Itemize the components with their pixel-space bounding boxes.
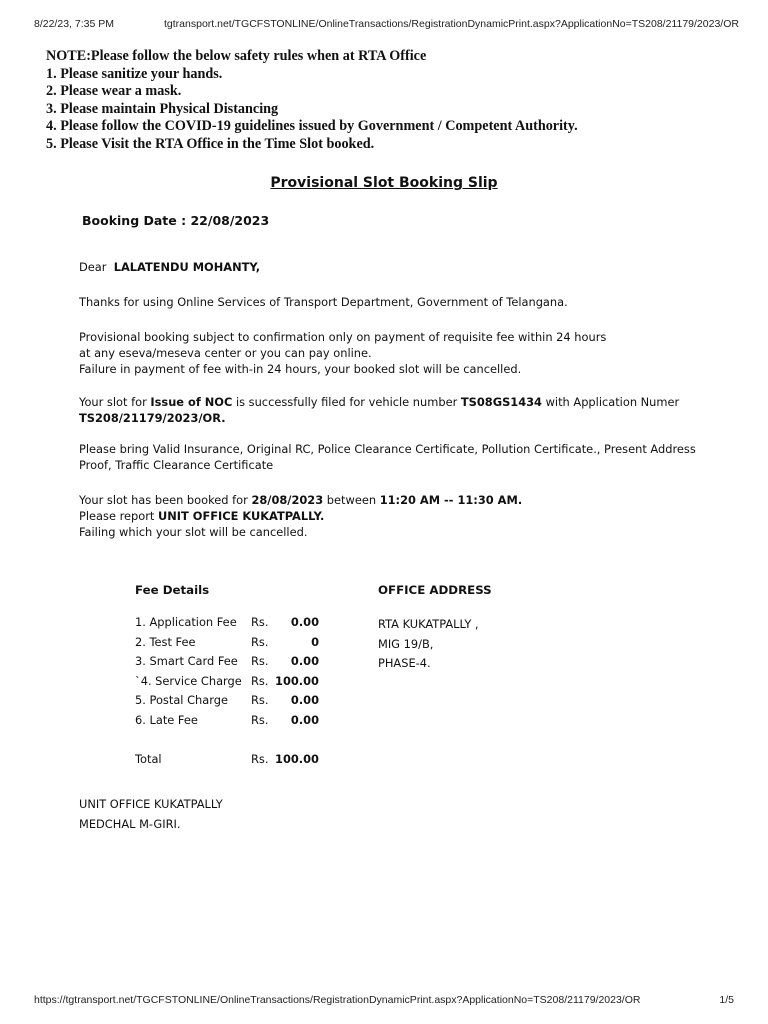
vehicle-number: TS08GS1434 <box>460 395 542 409</box>
fee-currency: Rs. <box>251 654 269 668</box>
booking-date-label: Booking Date : <box>82 213 187 228</box>
documents-line: Proof, Traffic Clearance Certificate <box>79 458 274 472</box>
fee-label: 5. Postal Charge <box>135 693 228 707</box>
report-office: UNIT OFFICE KUKATPALLY. <box>158 509 325 523</box>
note-item: 4. Please follow the COVID-19 guidelines issued by Government / Competent Authority. <box>46 118 578 135</box>
safety-note <box>46 48 578 154</box>
slot-text: is successfully filed for vehicle number <box>235 395 458 409</box>
total-amount: 100.00 <box>275 752 319 766</box>
provisional-note <box>79 329 606 377</box>
documents-note <box>79 441 696 473</box>
salutation <box>79 259 260 275</box>
print-datetime: 8/22/23, 7:35 PM <box>34 18 114 30</box>
address-line: RTA KUKATPALLY , <box>378 617 479 631</box>
applicant-name: LALATENDU MOHANTY, <box>113 260 261 274</box>
fee-amount: 0.00 <box>290 654 319 668</box>
signoff-district: MEDCHAL M-GIRI. <box>79 817 181 831</box>
documents-line: Please bring Valid Insurance, Original RC, Police Clearance Certificate, Pollution Certificate., Present Address <box>79 442 696 456</box>
fee-currency: Rs. <box>251 693 269 707</box>
note-heading: NOTE:Please follow the below safety rules when at RTA Office <box>46 48 427 64</box>
fee-amount: 0.00 <box>290 712 319 727</box>
booking-date-value: 22/08/2023 <box>190 213 270 228</box>
slip-title: Provisional Slot Booking Slip <box>270 175 498 191</box>
slot-date: 28/08/2023 <box>251 493 324 507</box>
fee-label: 3. Smart Card Fee <box>135 654 238 668</box>
fee-amount: 0.00 <box>290 615 319 629</box>
fee-currency: Rs. <box>251 634 269 649</box>
page-number: 1/5 <box>719 994 734 1006</box>
note-item: 5. Please Visit the RTA Office in the Time Slot booked. <box>46 135 375 152</box>
signoff <box>79 794 223 834</box>
fee-amount: 0.00 <box>290 693 319 707</box>
fee-currency: Rs. <box>251 712 269 727</box>
fee-details-heading: Fee Details <box>135 583 210 597</box>
thanks-text: Thanks for using Online Services of Transport Department, Government of Telangana. <box>79 295 568 309</box>
fee-total-row <box>135 752 319 766</box>
note-item: 1. Please sanitize your hands. <box>46 65 223 82</box>
address-line: PHASE-4. <box>378 656 431 670</box>
total-currency: Rs. <box>251 752 269 766</box>
print-url: tgtransport.net/TGCFSTONLINE/OnlineTransactions/RegistrationDynamicPrint.aspx?ApplicationNo=TS208/21179/2023/OR <box>164 18 739 30</box>
fee-currency: Rs. <box>251 673 269 688</box>
dear-text: Dear <box>79 260 107 274</box>
address-line: MIG 19/B, <box>378 636 434 651</box>
office-address <box>378 615 479 674</box>
total-label: Total <box>135 752 162 766</box>
provisional-line: at any eseva/meseva center or you can pay online. <box>79 346 372 360</box>
booking-date <box>82 213 269 229</box>
service-name: Issue of NOC <box>150 395 233 409</box>
slot-details <box>79 394 679 426</box>
slot-text: Your slot for <box>79 395 147 409</box>
note-item: 2. Please wear a mask. <box>46 83 182 100</box>
fee-label: 6. Late Fee <box>135 712 198 727</box>
report-text: Please report <box>79 509 155 523</box>
schedule-text: between <box>326 493 377 507</box>
provisional-line: Failure in payment of fee with-in 24 hours, your booked slot will be cancelled. <box>79 362 522 376</box>
signoff-office: UNIT OFFICE KUKATPALLY <box>79 797 223 811</box>
fee-amount: 0 <box>311 634 319 649</box>
slot-schedule <box>79 492 522 540</box>
slot-time: 11:20 AM -- 11:30 AM. <box>379 493 523 507</box>
office-address-heading: OFFICE ADDRESS <box>378 583 492 597</box>
failing-text: Failing which your slot will be cancelled. <box>79 525 308 539</box>
fee-label: `4. Service Charge <box>135 673 242 688</box>
footer-url: https://tgtransport.net/TGCFSTONLINE/OnlineTransactions/RegistrationDynamicPrint.aspx?ApplicationNo=TS208/21179/2023/OR <box>34 994 641 1006</box>
schedule-text: Your slot has been booked for <box>79 493 248 507</box>
fee-label: 2. Test Fee <box>135 634 196 649</box>
fee-currency: Rs. <box>251 615 269 629</box>
slot-text: with Application Numer <box>545 395 680 409</box>
fee-label: 1. Application Fee <box>135 615 237 629</box>
fee-amount: 100.00 <box>275 673 319 688</box>
application-number: TS208/21179/2023/OR. <box>79 411 226 425</box>
provisional-line: Provisional booking subject to confirmation only on payment of requisite fee within 24 hours <box>79 330 607 344</box>
note-item: 3. Please maintain Physical Distancing <box>46 100 279 117</box>
